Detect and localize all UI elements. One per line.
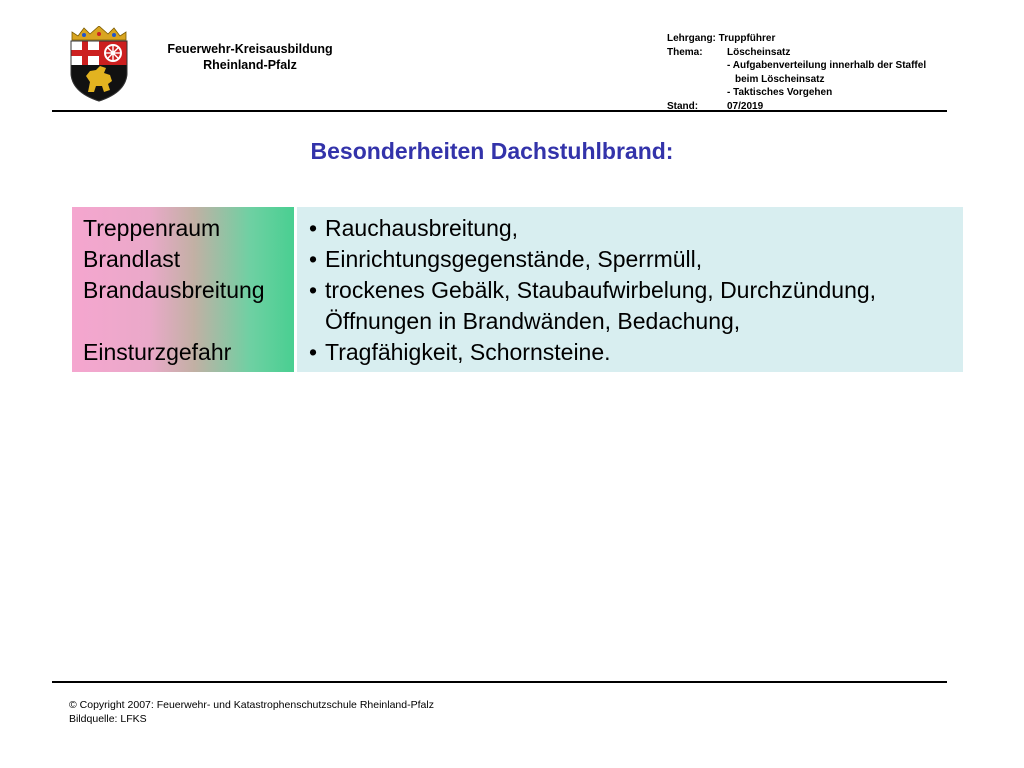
topic-item: Brandausbreitung — [83, 277, 265, 303]
detail-text: Rauchausbreitung, — [325, 215, 519, 241]
meta-row-course — [667, 32, 926, 46]
org-line-2: Rheinland-Pfalz — [203, 58, 297, 72]
topic-item: Treppenraum — [83, 215, 221, 241]
bullet-icon: • — [309, 215, 318, 241]
organization-name — [145, 41, 355, 73]
meta-row-subtopic-1 — [667, 59, 926, 73]
meta-row-subtopic-1-cont — [667, 73, 926, 87]
details-panel — [297, 207, 963, 372]
detail-text: Tragfähigkeit, Schornsteine. — [325, 339, 611, 365]
meta-value: Löscheinsatz — [727, 46, 791, 58]
meta-key: Stand: — [667, 100, 699, 112]
image-source-text: Bildquelle: LFKS — [69, 713, 147, 725]
footer-divider — [52, 681, 947, 683]
bullet-icon: • — [309, 277, 318, 303]
detail-item — [309, 275, 963, 337]
meta-row-topic — [667, 46, 926, 60]
topics-panel — [72, 207, 294, 372]
footer — [69, 698, 434, 726]
coat-of-arms-icon — [68, 26, 130, 102]
meta-key — [667, 73, 727, 87]
detail-item — [309, 337, 963, 368]
meta-key — [667, 59, 727, 73]
meta-value: - Taktisches Vorgehen — [727, 87, 833, 98]
detail-text-continuation: Öffnungen in Brandwänden, Bedachung, — [325, 308, 741, 334]
meta-value: Truppführer — [718, 33, 776, 44]
meta-key: Thema: — [667, 46, 703, 58]
detail-item — [309, 213, 963, 244]
detail-text: trockenes Gebälk, Staubaufwirbelung, Durchzündung, — [325, 277, 877, 303]
detail-item — [309, 244, 963, 275]
detail-text: Einrichtungsgegenstände, Sperrmüll, — [325, 246, 703, 272]
topic-item: Brandlast — [83, 246, 181, 272]
bullet-icon: • — [309, 339, 318, 365]
slide-title: Besonderheiten Dachstuhlbrand: — [310, 138, 674, 164]
header-divider — [52, 110, 947, 112]
org-line-1: Feuerwehr-Kreisausbildung — [167, 42, 333, 56]
copyright-text: © Copyright 2007: Feuerwehr- und Katastrophenschutzschule Rheinland-Pfalz — [69, 699, 434, 711]
meta-row-subtopic-2 — [667, 86, 926, 100]
bullet-icon: • — [309, 246, 318, 272]
meta-key: Lehrgang: — [667, 33, 716, 44]
meta-value: - Aufgabenverteilung innerhalb der Staffel — [727, 60, 927, 71]
meta-value: 07/2019 — [727, 100, 764, 112]
meta-key — [667, 86, 727, 100]
meta-value: beim Löscheinsatz — [735, 73, 825, 85]
topic-item: Einsturzgefahr — [83, 339, 232, 365]
course-meta — [667, 32, 926, 113]
